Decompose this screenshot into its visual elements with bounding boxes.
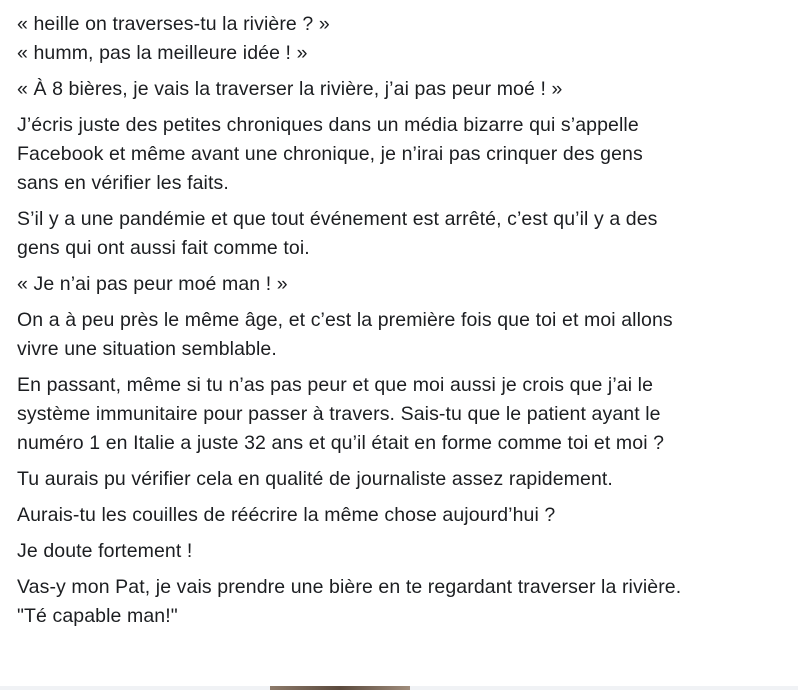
post-paragraph: Je doute fortement ! (17, 540, 193, 562)
post-paragraph: Tu aurais pu vérifier cela en qualité de journaliste assez rapidement. (17, 468, 613, 490)
post-paragraph: Vas-y mon Pat, je vais prendre une bière en te regardant traverser la rivière. "Té capable man!" (17, 576, 682, 627)
attached-image-edge[interactable] (0, 686, 798, 690)
post-paragraph: « À 8 bières, je vais la traverser la rivière, j’ai pas peur moé ! » (17, 78, 563, 100)
post-paragraph: « Je n’ai pas peur moé man ! » (17, 273, 288, 295)
image-preview[interactable] (270, 686, 410, 690)
post-text (17, 10, 792, 638)
post-paragraph: En passant, même si tu n’as pas peur et que moi aussi je crois que j’ai le système immunitaire pour passer à travers. Sais-tu que le patient ayant le numéro 1 en Italie a juste 32 ans et qu’il était en forme comme toi et moi ? (17, 374, 665, 454)
post-paragraph: J’écris juste des petites chroniques dans un média bizarre qui s’appelle Facebook et même avant une chronique, je n’irai pas crinquer des gens sans en vérifier les faits. (17, 114, 643, 194)
post-paragraph: S’il y a une pandémie et que tout événement est arrêté, c’est qu’il y a des gens qui ont aussi fait comme toi. (17, 208, 658, 259)
post-paragraph: Aurais-tu les couilles de réécrire la même chose aujourd’hui ? (17, 504, 556, 526)
post-paragraph: On a à peu près le même âge, et c’est la première fois que toi et moi allons vivre une situation semblable. (17, 309, 673, 360)
post-paragraph: « heille on traverses-tu la rivière ? » (17, 13, 330, 35)
post-paragraph: « humm, pas la meilleure idée ! » (17, 42, 308, 64)
